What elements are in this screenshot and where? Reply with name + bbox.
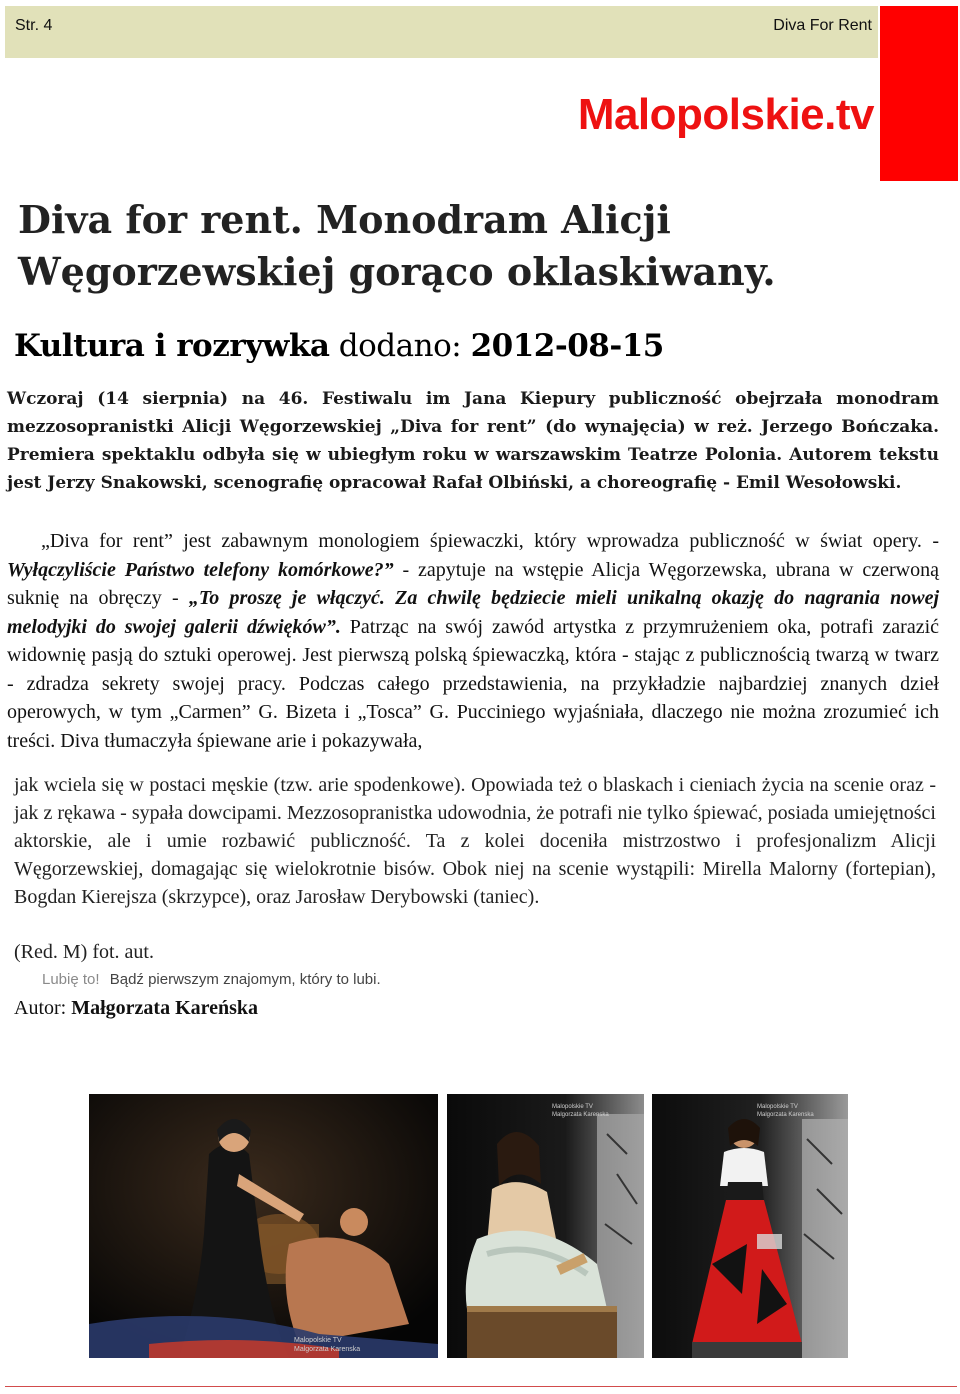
photo-2-watermark-line2: Malgorzata Karenska — [552, 1112, 609, 1118]
paragraph-2-quote-2: „To proszę je włączyć. Za chwilę będziecie mieli unikalną okazję do nagrania nowej melodyjki do swojej galerii dźwięków”. — [7, 587, 940, 638]
like-widget — [42, 971, 381, 988]
page-number: Str. 4 — [15, 17, 53, 34]
photo-3-image — [652, 1094, 848, 1358]
like-text: Bądź pierwszym znajomym, który to lubi. — [109, 971, 381, 988]
photo-1-watermark-line1: Malopolskie TV — [294, 1337, 342, 1344]
paragraph-2-part-a: „Diva for rent” jest zabawnym monologiem śpiewaczki, który wprowadza publiczność w świat opery. - — [41, 530, 939, 552]
publication-name: Diva For Rent — [773, 17, 872, 34]
photo-credit: (Red. M) fot. aut. — [14, 941, 154, 963]
author-name: Małgorzata Kareńska — [71, 997, 259, 1019]
page-header — [5, 6, 878, 58]
photo-2-image — [447, 1094, 644, 1358]
article-title: Diva for rent. Monodram Alicji Węgorzewskiej gorąco oklaskiwany. — [18, 197, 776, 294]
article-photo-1 — [89, 1094, 438, 1358]
article-paragraph-2 — [7, 527, 939, 755]
red-accent-block — [880, 6, 958, 181]
article-meta — [14, 328, 664, 364]
like-button[interactable]: Lubię to! — [42, 971, 100, 988]
brand-logo-text: Malopolskie.tv — [577, 90, 874, 139]
paragraph-2-part-e: Patrząc na swój zawód artystka z przymrużeniem oka, potrafi zarazić widownię pasją do sztuki operowej. Jest pierwszą polską śpiewaczką, która - stając z publicznością twarzą w twarz - zdradza sekrety swojej pracy. Podczas całego przedstawienia, na przykładzie najbardziej znanych dzieł operowych, w tym „Carmen” G. Bizeta i „Tosca” G. Pucciniego wyjaśniała, dlaczego nie można zrozumieć ich treści. Diva tłumaczyła śpiewane arie i pokazywała, — [7, 615, 940, 752]
added-label: dodano: — [338, 328, 462, 364]
author-label: Autor: — [14, 997, 67, 1019]
article-photo-2 — [447, 1094, 644, 1358]
article-lead: Wczoraj (14 sierpnia) na 46. Festiwalu im Jana Kiepury publiczność obejrzała monodram mezzosopranistki Alicji Węgorzewskiej „Diva for rent” (do wynajęcia) w reż. Jerzego Bończaka. Premiera spektaklu odbyła się w ubiegłym roku w warszawskim Teatrze Polonia. Autorem tekstu jest Jerzy Snakowski, scenografię opracował Rafał Olbiński, a choreografię - Emil Wesołowski. — [7, 389, 939, 493]
article-date: 2012-08-15 — [470, 328, 664, 364]
paragraph-2-quote-1: Wyłączyliście Państwo telefony komórkowe?” — [7, 558, 394, 581]
article-photo-3 — [652, 1094, 848, 1358]
photo-3-watermark-line2: Malgorzata Karenska — [757, 1112, 814, 1118]
paragraph-2-part-c: - zapytuje na wstępie Alicja Węgorzewska, ubrana w czerwoną suknię na obręczy - — [7, 558, 939, 609]
article-category: Kultura i rozrywka — [14, 328, 330, 364]
footer-divider — [5, 1386, 957, 1387]
article-paragraph-3: jak wciela się w postaci męskie (tzw. arie spodenkowe). Opowiada też o blaskach i cieniach życia na scenie oraz - jak z rękawa - sypała dowcipami. Mezzosopranistka udowodnia, że potrafi nie tylko śpiewać, posiada umiejętności aktorskie, ale i umie rozbawić publiczność. Ta z kolei doceniła mistrzostwo i profesjonalizm Alicji Węgorzewskiej, domagając się wielokrotnie bisów. Obok niej na scenie wystąpili: Mirella Malorny (fortepian), Bogdan Kierejsza (skrzypce), oraz Jarosław Derybowski (taniec). — [14, 774, 936, 908]
photo-1-watermark-line2: Malgorzata Karenska — [294, 1346, 361, 1353]
author-line — [14, 997, 258, 1020]
photo-1-image — [89, 1094, 438, 1358]
photo-2-watermark-line1: Malopolskie TV — [552, 1104, 593, 1110]
photo-3-watermark-line1: Malopolskie TV — [757, 1104, 798, 1110]
